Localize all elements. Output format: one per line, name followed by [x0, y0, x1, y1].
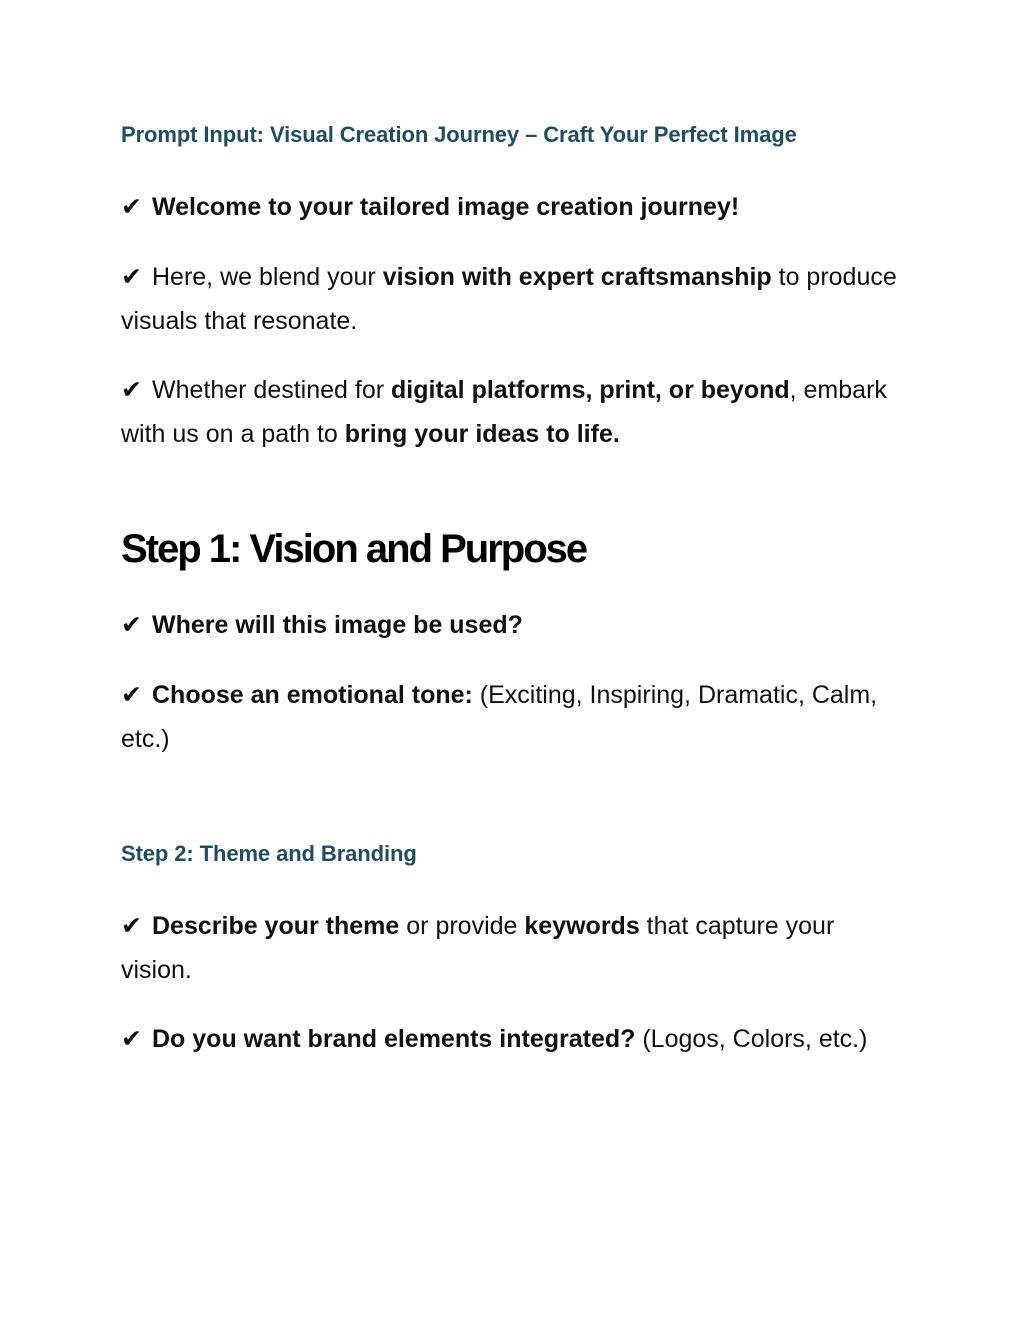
step2-question-brand: [121, 1017, 906, 1061]
keywords-bold: keywords: [524, 912, 640, 940]
blend-text-2: to produce visuals that resonate.: [121, 263, 897, 335]
blend-text-1: Here, we blend your: [152, 263, 383, 291]
checkmark-icon: ✔: [121, 681, 142, 709]
step2-question-theme: [121, 904, 906, 992]
brand-bold: Do you want brand elements integrated?: [152, 1025, 636, 1053]
destination-text-1: Whether destined for: [152, 376, 392, 404]
checkmark-icon: ✔: [121, 912, 142, 940]
destination-paragraph: [121, 368, 906, 456]
blend-bold: vision with expert craftsmanship: [382, 263, 772, 291]
checkmark-icon: ✔: [121, 1025, 142, 1053]
theme-text-1: or provide: [399, 912, 525, 940]
checkmark-icon: ✔: [121, 193, 142, 221]
destination-bold-1: digital platforms, print, or beyond: [391, 376, 790, 404]
checkmark-icon: ✔: [121, 611, 142, 639]
blend-paragraph: [121, 255, 906, 343]
step1-question-usage: [121, 603, 906, 647]
theme-text-2: that capture your vision.: [121, 912, 835, 984]
usage-bold: Where will this image be used?: [152, 611, 523, 639]
intro-title: Prompt Input: Visual Creation Journey – Craft Your Perfect Image: [121, 122, 797, 147]
tone-options: (Exciting, Inspiring, Dramatic, Calm, etc.): [121, 681, 878, 753]
welcome-paragraph: [121, 185, 906, 229]
welcome-bold: Welcome to your tailored image creation journey!: [152, 193, 740, 221]
brand-options: (Logos, Colors, etc.): [635, 1025, 868, 1053]
tone-bold: Choose an emotional tone:: [152, 681, 473, 709]
checkmark-icon: ✔: [121, 263, 142, 291]
destination-text-2: , embark with us on a path to: [121, 376, 887, 448]
theme-bold: Describe your theme: [152, 912, 400, 940]
destination-bold-2: bring your ideas to life.: [344, 420, 620, 448]
step1-question-tone: [121, 673, 906, 761]
step1-heading: Step 1: Vision and Purpose: [121, 527, 587, 571]
checkmark-icon: ✔: [121, 376, 142, 404]
step2-heading: Step 2: Theme and Branding: [121, 841, 417, 866]
